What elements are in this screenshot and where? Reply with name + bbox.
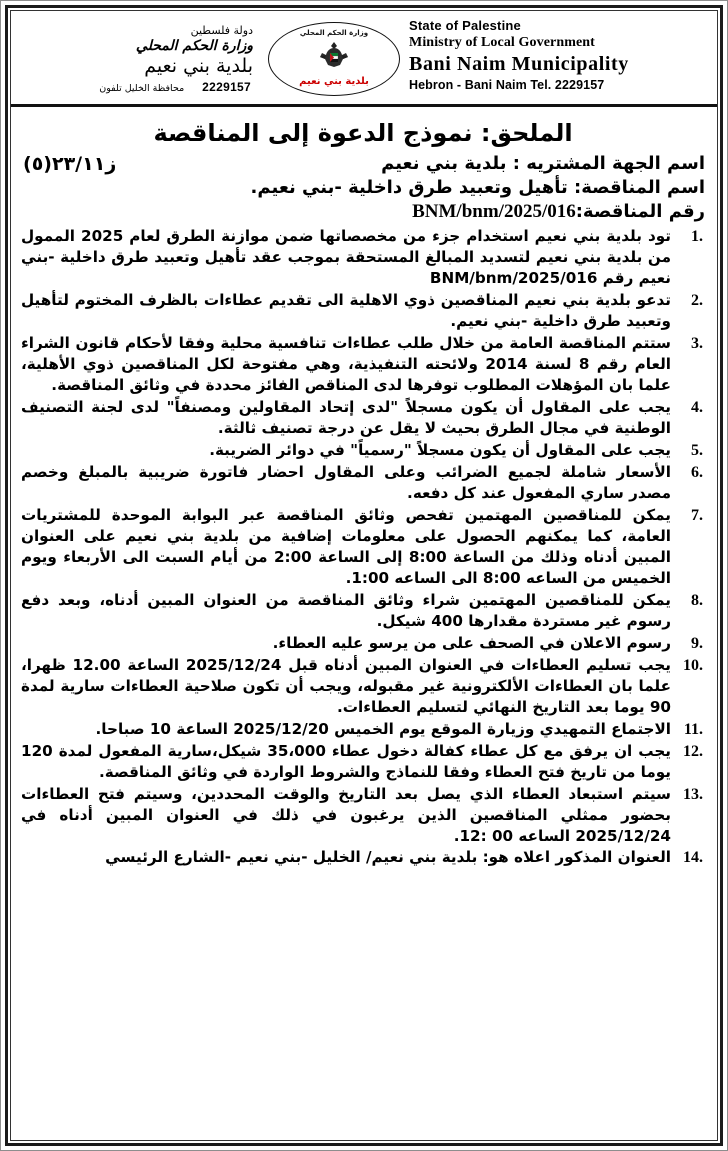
letterhead-en-ministry: Ministry of Local Government: [409, 35, 595, 50]
seal-top-text: وزارة الحكم المحلي: [299, 29, 369, 37]
reference-code: ز٢٣/١١(٥): [23, 152, 117, 175]
page-border-outer: [5, 5, 723, 1146]
letterhead-ar-ministry: وزارة الحكم المحلي: [135, 38, 253, 54]
clause-item: رسوم الاعلان في الصحف على من يرسو عليه العطاء.: [272, 633, 671, 652]
tender-number-value: BNM/bnm/2025/016: [412, 201, 576, 223]
tender-meta-block: [21, 152, 705, 225]
clause-item: يجب على المقاول أن يكون مسجلاً "لدى إتحاد المقاولين ومصنفاً" لدى لجنة التصنيف الوطنية في مجال الطرق بحيث لا يقل عن درجة تصنيف ثالثة.: [21, 398, 671, 438]
letterhead-ar-contact-row: [23, 80, 253, 94]
clause-item: تود بلدية بني نعيم استخدام جزء من مخصصاتها ضمن موازنة الطرق لعام 2025 الممول من بلدية بني نعيم لتسديد المبالغ المستحقة بموجب عقد تأهيل وتعبيد طرق داخلية -بني نعيم رقم BNM/bnm/2025/016: [21, 227, 671, 288]
clause-item: يمكن للمناقصين المهتمين تفحص وثائق المناقصة عبر البوابة الموحدة للمشتريات العامة، كما يمكنهم الحصول على معلومات إضافية من بلدية بني نعيم على العنوان المبين أدناه وذلك من الساعة 8:00 إلى الساعة 2:00 من أيام السبت الى الأربعاء ويوم الخميس من الساعه 8:00 الى الساعه 1:00.: [21, 505, 672, 587]
letterhead-en-municipality: Bani Naim Municipality: [409, 53, 629, 75]
letterhead-ar-state: دولة فلسطين: [190, 24, 253, 37]
page-border-inner: [10, 10, 718, 1141]
clause-item: تدعو بلدية بني نعيم المناقصين ذوي الاهلية الى تقديم عطاءات بالظرف المختوم لتأهيل وتعبيد طرق داخلية -بني نعيم.: [21, 291, 671, 331]
letterhead-en-state: State of Palestine: [409, 18, 521, 33]
letterhead-english: [409, 16, 709, 102]
letterhead: [11, 11, 717, 107]
municipality-seal-icon: [268, 22, 400, 96]
buyer-name-line: اسم الجهة المشتريه : بلدية بني نعيم: [381, 152, 705, 174]
letterhead-en-contact: Hebron - Bani Naim Tel. 2229157: [409, 78, 605, 92]
letterhead-arabic: [19, 16, 259, 102]
letterhead-ar-phone: 2229157: [202, 79, 251, 94]
clause-list: [21, 226, 705, 868]
clause-item: الأسعار شاملة لجميع الضرائب وعلى المقاول احضار فاتورة ضريبية بالمبلغ وخصم مصدر ساري المفعول عند كل دفعه.: [21, 463, 671, 502]
clause-item: العنوان المذكور اعلاه هو: بلدية بني نعيم/ الخليل -بني نعيم -الشارع الرئيسي: [105, 848, 671, 867]
letterhead-seal-area: [259, 16, 409, 102]
clause-item: يجب تسليم العطاءات في العنوان المبين أدناه قبل 2025/12/24 الساعة 12.00 ظهرا، علما بان العطاءات الألكترونية غير مقبوله، ويجب أن تكون صلاحية العطاءات سارية لمدة 90 يوما بعد التاريخ النهائي لتسليم العطاءات.: [21, 655, 671, 716]
clause-item: يجب ان يرفق مع كل عطاء كفالة دخول عطاء 35،000 شيكل،سارية المفعول لمدة 120 يوما من تاريخ فتح العطاء وفقا للنماذج والشروط الواردة في وثائق المناقصة.: [21, 741, 671, 781]
tender-name-line: اسم المناقصة: تأهيل وتعبيد طرق داخلية -بني نعيم.: [250, 176, 705, 198]
letterhead-ar-governorate: محافظة الخليل تلفون: [99, 82, 185, 94]
tender-number-line: [21, 199, 705, 224]
clause-item: سيتم استبعاد العطاء الذي يصل بعد التاريخ والوقت المحددين، وسيتم فتح العطاءات بحضور ممثلي المناقصين الذين يرغبون في ذلك في العنوان المبين أدناه في 2025/12/24 الساعه 00 :12.: [21, 784, 671, 845]
page-title: الملحق: نموذج الدعوة إلى المناقصة: [153, 119, 573, 147]
clause-item: يمكن للمناقصين المهتمين شراء وثائق المناقصة من العنوان المبين أدناه، وبعد دفع رسوم غير مستردة مقدارها 400 شيكل.: [21, 590, 671, 630]
clause-item: يجب على المقاول أن يكون مسجلاً "رسمياً" في دوائر الضريبة.: [209, 441, 671, 460]
seal-bottom-text: بلدية بني نعيم: [299, 76, 369, 87]
document-body: [11, 107, 717, 1140]
letterhead-ar-municipality: بلدية بني نعيم: [144, 55, 253, 77]
tender-number-label: رقم المناقصة:: [575, 201, 705, 223]
clause-item: الاجتماع التمهيدي وزيارة الموقع يوم الخميس 2025/12/20 الساعة 10 صباحا.: [95, 719, 671, 738]
palestine-eagle-emblem-icon: [268, 39, 400, 69]
clause-item: ستتم المناقصة العامة من خلال طلب عطاءات تنافسية محلية وفقا لأحكام قانون الشراء العام رقم 8 لسنة 2014 ولائحته التنفيذية، وهي مفتوحة لكل المناقصين ذوي الأهلية، علما بان المؤهلات المطلوب توفرها لدى المناقص الفائز محددة في وثائق المناقصة.: [21, 334, 671, 395]
